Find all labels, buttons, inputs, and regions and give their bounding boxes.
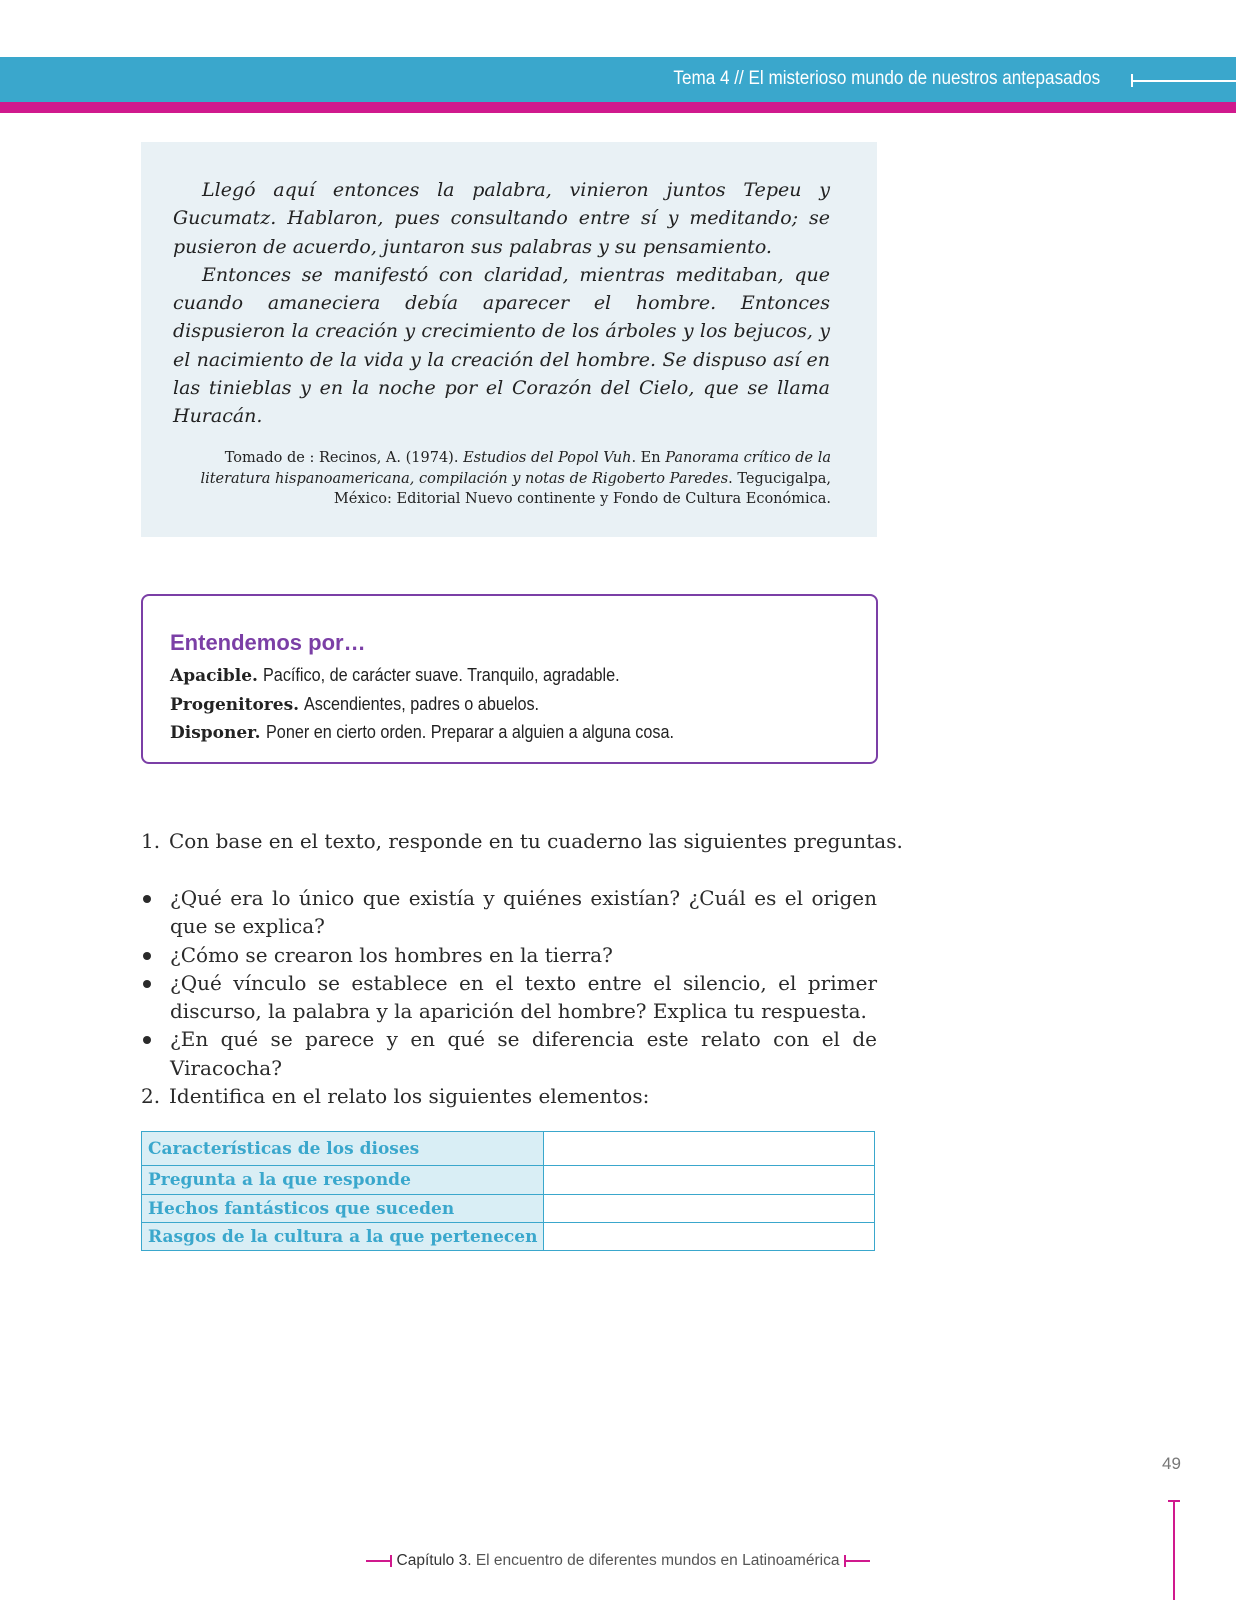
table-row [142,1166,875,1195]
glossary-item [170,718,719,747]
footer-left-rule [366,1560,392,1562]
question-item [141,1025,877,1082]
table-row-label: Rasgos de la cultura a la que pertenecen [142,1223,544,1251]
page-number: 49 [1162,1454,1181,1473]
table-answer-cell[interactable] [544,1132,875,1166]
source-suffix: . Tegucigalpa, México: Editorial Nuevo continente y Fondo de Cultura Económica. [333,470,831,507]
activity-1-instruction: Con base en el texto, responde en tu cuaderno las siguientes preguntas. [169,829,903,853]
activity-2-number: 2. [141,1084,161,1108]
activity-1-number: 1. [141,829,161,853]
source-collection: Panorama crítico de la literatura hispanoamericana, compilación y notas de Rigoberto Paredes [200,450,831,487]
question-list [141,884,877,1082]
source-prefix: Tomado de : Recinos, A. (1974). [224,450,464,466]
footer [0,1552,1236,1570]
glossary-term: Apacible. [170,666,258,686]
question-item [141,884,877,941]
header-line [1131,80,1236,82]
table-row-label: Pregunta a la que responde [142,1166,544,1195]
question-item [141,941,877,969]
quote-paragraph: Entonces se manifestó con claridad, mientras meditaban, que cuando amaneciera debía aparecer el hombre. Entonces dispusieron la creación y crecimiento de los árboles y los bejucos, y el nacimiento de la vida y la creación del hombre. Se dispuso así en las tinieblas y en la noche por el Corazón del Cielo, que se llama Huracán. [173,263,830,428]
glossary-definition: Poner en cierto orden. Preparar a alguien a alguna cosa. [265,722,674,742]
glossary-box [141,594,878,764]
glossary-title: Entendemos por… [170,630,366,655]
page-marker-line [1173,1500,1175,1600]
table-row [142,1223,875,1251]
source-book: Estudios del Popol Vuh [463,450,632,466]
activity-2-instruction: Identifica en el relato los siguientes elementos: [169,1084,650,1108]
quote-box [141,142,877,537]
question-item [141,969,877,1026]
question-text: ¿Qué era lo único que existía y quiénes existían? ¿Cuál es el origen que se explica? [170,886,877,939]
table-row [142,1195,875,1223]
glossary-definition: Ascendientes, padres o abuelos. [304,693,540,714]
table-row-label: Características de los dioses [142,1132,544,1166]
header-stripe [0,102,1236,113]
glossary-list [170,661,719,747]
quote-source [171,448,831,510]
glossary-item [170,690,719,719]
question-text: ¿Qué vínculo se establece en el texto entre el silencio, el primer discurso, la palabra y la aparición del hombre? Explica tu respuesta. [170,970,877,1024]
table-answer-cell[interactable] [544,1223,875,1251]
source-mid: . En [631,450,666,466]
elements-table [141,1131,875,1251]
quote-text [173,176,830,431]
table-row [142,1132,875,1166]
footer-right-rule [844,1560,870,1562]
table-answer-cell[interactable] [544,1195,875,1223]
glossary-term: Disponer. [170,723,261,743]
question-text: ¿Cómo se crearon los hombres en la tierra? [170,942,613,967]
footer-title: El encuentro de diferentes mundos en Latinoamérica [475,1552,840,1569]
glossary-definition: Pacífico, de carácter suave. Tranquilo, agradable. [263,665,620,685]
table-row-label: Hechos fantásticos que suceden [142,1195,544,1223]
bullet-icon [143,1036,151,1044]
bullet-icon [143,980,151,988]
table-answer-cell[interactable] [544,1166,875,1195]
header-title: Tema 4 // El misterioso mundo de nuestros antepasados [673,68,1100,89]
glossary-item [170,661,719,690]
bullet-icon [143,952,151,960]
bullet-icon [143,895,151,903]
glossary-term: Progenitores. [170,694,300,715]
quote-paragraph: Llegó aquí entonces la palabra, vinieron juntos Tepeu y Gucumatz. Hablaron, pues consultando entre sí y meditando; se pusieron de acuerdo, juntaron sus palabras y su pensamiento. [173,179,830,258]
question-text: ¿En qué se parece y en qué se diferencia este relato con el de Viracocha? [170,1027,877,1080]
footer-chapter: Capítulo 3. [396,1552,472,1569]
